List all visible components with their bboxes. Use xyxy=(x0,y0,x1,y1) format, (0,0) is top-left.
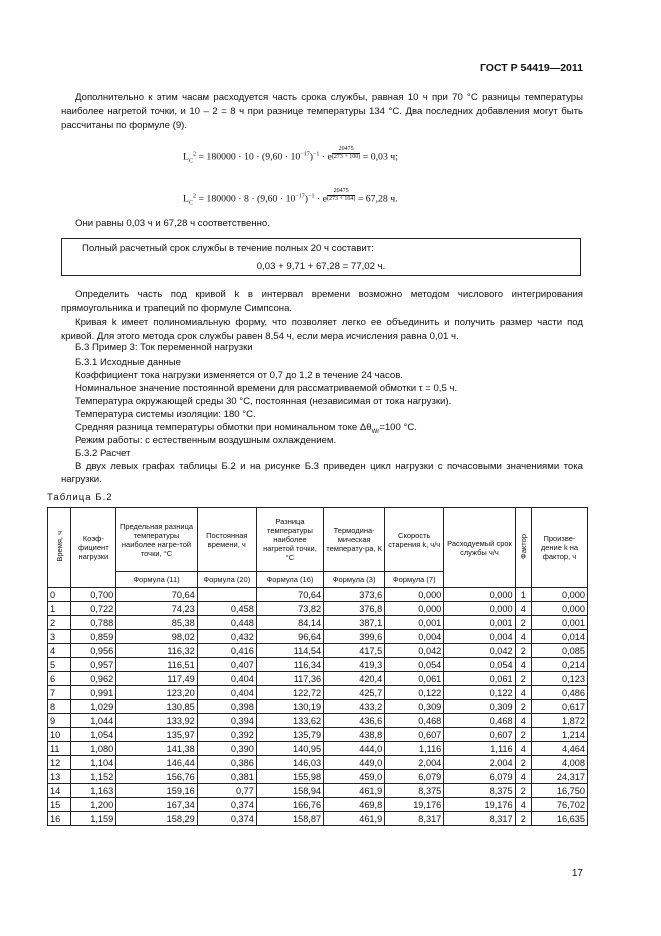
table-cell: 0,392 xyxy=(197,728,256,742)
header-limit-temp-diff: Предельная разница температуры наиболее нагре-той точки, °С xyxy=(116,508,198,572)
table-cell: 399,6 xyxy=(324,630,385,644)
table-cell: 130,19 xyxy=(256,700,323,714)
table-cell: 0,123 xyxy=(531,672,587,686)
table-cell: 155,98 xyxy=(256,770,323,784)
table-cell: 4 xyxy=(48,644,71,658)
table-cell: 1,029 xyxy=(71,700,116,714)
table-cell: 1,159 xyxy=(71,812,116,826)
table-cell: 444,0 xyxy=(324,742,385,756)
table-cell: 417,5 xyxy=(324,644,385,658)
table-cell: 4 xyxy=(515,714,531,728)
total-life-box xyxy=(61,238,581,276)
table-cell: 135,97 xyxy=(116,728,198,742)
table-cell: 2 xyxy=(515,700,531,714)
table-cell: 8 xyxy=(48,700,71,714)
table-cell: 0,859 xyxy=(71,630,116,644)
table-row xyxy=(48,700,588,714)
table-row xyxy=(48,588,588,602)
formula-2-body: = 180000 · 8 · (9,60 · 10 xyxy=(198,193,296,205)
calculation-text: В двух левых графах таблицы Б.2 и на рисунке Б.3 приведен цикл нагрузки с почасовыми значениями тока нагрузки. xyxy=(61,461,583,485)
example-title: Б.3 Пример 3: Ток переменной нагрузки xyxy=(75,342,253,353)
table-cell: 0,214 xyxy=(531,658,587,672)
table-cell: 1,116 xyxy=(444,742,515,756)
header-aging-rate: Скорость старения k, ч/ч xyxy=(385,508,444,572)
table-cell: 7 xyxy=(48,686,71,700)
table-cell: 0,404 xyxy=(197,672,256,686)
table-row xyxy=(48,630,588,644)
table-cell: 84,14 xyxy=(256,616,323,630)
table-cell: 4 xyxy=(515,798,531,812)
table-cell: 0,000 xyxy=(385,602,444,616)
table-cell: 1,080 xyxy=(71,742,116,756)
table-cell: 74,23 xyxy=(116,602,198,616)
table-cell: 116,51 xyxy=(116,658,198,672)
table-cell: 0,77 xyxy=(197,784,256,798)
table-cell: 76,702 xyxy=(531,798,587,812)
formula-1-exp2: −1 xyxy=(312,151,320,158)
input-line-1: Коэффициент тока нагрузки изменяется от 0,7 до 1,2 в течение 24 часов. xyxy=(75,370,403,381)
table-cell: 1,116 xyxy=(385,742,444,756)
data-table xyxy=(47,507,588,826)
formula-1-num: 20475 xyxy=(332,146,360,154)
table-cell: 6 xyxy=(48,672,71,686)
table-cell: 0,962 xyxy=(71,672,116,686)
table-cell xyxy=(197,588,256,602)
after-formula-text: Они равны 0,03 ч и 67,28 ч соответственно. xyxy=(75,218,270,229)
table-cell: 459,0 xyxy=(324,770,385,784)
table-cell: 158,29 xyxy=(116,812,198,826)
table-body xyxy=(48,588,588,826)
header-time-text: Время, ч xyxy=(54,531,64,562)
table-cell: 1,200 xyxy=(71,798,116,812)
table-cell: 0,001 xyxy=(531,616,587,630)
table-cell: 122,72 xyxy=(256,686,323,700)
method-paragraphs xyxy=(61,288,583,344)
header-factor-text: Фактор xyxy=(518,534,528,559)
table-cell: 419,3 xyxy=(324,658,385,672)
formula-2-fraction xyxy=(327,188,355,203)
table-row xyxy=(48,658,588,672)
table-cell: 1,044 xyxy=(71,714,116,728)
table-cell: 2 xyxy=(515,728,531,742)
table-cell: 0,722 xyxy=(71,602,116,616)
table-cell: 0,617 xyxy=(531,700,587,714)
formula-2-result: = 67,28 ч. xyxy=(357,193,398,205)
input-line-5-sub: Wr xyxy=(371,428,380,435)
table-cell: 15 xyxy=(48,798,71,812)
table-cell: 2,004 xyxy=(444,756,515,770)
table-row xyxy=(48,672,588,686)
table-cell: 156,76 xyxy=(116,770,198,784)
table-cell: 1,214 xyxy=(531,728,587,742)
table-cell: 0,054 xyxy=(444,658,515,672)
table-cell: 2 xyxy=(515,672,531,686)
table-cell: 167,34 xyxy=(116,798,198,812)
table-cell: 0,991 xyxy=(71,686,116,700)
table-cell: 12 xyxy=(48,756,71,770)
formula-1 xyxy=(183,146,398,165)
table-cell: 3 xyxy=(48,630,71,644)
table-cell: 2 xyxy=(515,784,531,798)
table-cell: 6,079 xyxy=(444,770,515,784)
formula-2-e: · e xyxy=(314,193,327,205)
table-cell: 433,2 xyxy=(324,700,385,714)
table-cell: 0,486 xyxy=(531,686,587,700)
table-cell: 98,02 xyxy=(116,630,198,644)
table-cell: 4 xyxy=(515,770,531,784)
table-cell: 0,458 xyxy=(197,602,256,616)
formula-1-result: = 0,03 ч; xyxy=(362,151,398,163)
input-line-5-end: =100 °С. xyxy=(379,422,417,433)
table-cell: 135,79 xyxy=(256,728,323,742)
table-cell: 123,20 xyxy=(116,686,198,700)
table-cell: 0,381 xyxy=(197,770,256,784)
table-row xyxy=(48,812,588,826)
subheader-formula-11: Формула (11) xyxy=(116,572,198,588)
table-cell: 0,122 xyxy=(385,686,444,700)
table-cell: 420,4 xyxy=(324,672,385,686)
table-cell: 24,317 xyxy=(531,770,587,784)
table-cell: 158,94 xyxy=(256,784,323,798)
formula-2-exp1: −17 xyxy=(295,193,305,200)
table-row xyxy=(48,616,588,630)
table-cell: 96,64 xyxy=(256,630,323,644)
table-cell: 140,95 xyxy=(256,742,323,756)
header-thermodynamic-temp: Термодина-мическая температу-ра, К xyxy=(324,508,385,572)
table-cell: 16,750 xyxy=(531,784,587,798)
input-line-5-text: Средняя разница температуры обмотки при номинальном токе Δθ xyxy=(75,422,372,433)
table-cell: 0,000 xyxy=(531,588,587,602)
table-row xyxy=(48,742,588,756)
table-cell: 0,390 xyxy=(197,742,256,756)
table-cell: 376,8 xyxy=(324,602,385,616)
table-cell: 1,104 xyxy=(71,756,116,770)
table-cell: 0,956 xyxy=(71,644,116,658)
table-cell: 0,000 xyxy=(444,588,515,602)
formula-2-sup: 2 xyxy=(193,193,196,200)
table-row xyxy=(48,644,588,658)
table-cell: 19,176 xyxy=(385,798,444,812)
table-cell: 0,386 xyxy=(197,756,256,770)
table-cell: 117,36 xyxy=(256,672,323,686)
table-cell: 449,0 xyxy=(324,756,385,770)
table-cell: 1,054 xyxy=(71,728,116,742)
table-row xyxy=(48,784,588,798)
table-cell: 116,32 xyxy=(116,644,198,658)
header-time-constant: Постоянная времени, ч xyxy=(197,508,256,572)
subheader-formula-20: Формула (20) xyxy=(197,572,256,588)
header-factor xyxy=(515,508,531,588)
table-cell: 9 xyxy=(48,714,71,728)
formula-2-paren: ) xyxy=(304,193,309,205)
table-row xyxy=(48,602,588,616)
table-row xyxy=(48,756,588,770)
table-cell: 0,394 xyxy=(197,714,256,728)
input-line-6: Режим работы: с естественным воздушным охлаждением. xyxy=(75,435,337,446)
table-cell: 10 xyxy=(48,728,71,742)
formula-1-symbol: L xyxy=(183,151,189,163)
table-cell: 6,079 xyxy=(385,770,444,784)
header-consumed-life: Расходуемый срок службы ч/ч xyxy=(444,508,515,588)
formula-2-num: 20475 xyxy=(327,188,355,196)
table-cell: 0,309 xyxy=(385,700,444,714)
table-cell: 0,001 xyxy=(385,616,444,630)
table-cell: 438,8 xyxy=(324,728,385,742)
header-time xyxy=(48,508,71,588)
table-row xyxy=(48,770,588,784)
table-cell: 8,375 xyxy=(385,784,444,798)
table-cell: 0,957 xyxy=(71,658,116,672)
table-cell: 387,1 xyxy=(324,616,385,630)
table-cell: 0,001 xyxy=(444,616,515,630)
table-cell: 159,16 xyxy=(116,784,198,798)
table-cell: 425,7 xyxy=(324,686,385,700)
table-cell: 158,87 xyxy=(256,812,323,826)
formula-1-sup: 2 xyxy=(193,151,196,158)
table-cell: 469,8 xyxy=(324,798,385,812)
table-row xyxy=(48,728,588,742)
table-cell: 8,317 xyxy=(444,812,515,826)
table-cell: 0,061 xyxy=(444,672,515,686)
table-cell: 0,404 xyxy=(197,686,256,700)
table-cell: 19,176 xyxy=(444,798,515,812)
table-cell: 0,468 xyxy=(385,714,444,728)
method-paragraph-2: Кривая k имеет полиномиальную форму, что позволяет легко ее объединить и получить размер части под кривой. Для этого метода срок службы равен 8,54 ч, если мера исчисления равна 0,01 ч. xyxy=(61,317,583,342)
subheader-formula-7: Формула (7) xyxy=(385,572,444,588)
table-cell: 130,85 xyxy=(116,700,198,714)
table-cell: 0,000 xyxy=(385,588,444,602)
table-cell: 0,607 xyxy=(385,728,444,742)
table-row xyxy=(48,798,588,812)
table-cell: 116,34 xyxy=(256,658,323,672)
formula-1-den: (273 + 100) xyxy=(331,154,361,160)
box-line-1: Полный расчетный срок службы в течение полных 20 ч составит: xyxy=(82,243,374,254)
table-cell: 2 xyxy=(515,644,531,658)
table-cell: 166,76 xyxy=(256,798,323,812)
table-cell: 0,407 xyxy=(197,658,256,672)
formula-2-exp2: −1 xyxy=(308,193,315,200)
box-line-2: 0,03 + 9,71 + 67,28 = 77,02 ч. xyxy=(256,261,386,272)
subsection-calculation: Б.3.2 Расчет xyxy=(75,448,131,459)
method-paragraph-1: Определить часть под кривой k в интервал времени возможно методом числового интегрирования прямоугольника и трапеций по формуле Симпсона. xyxy=(61,289,583,314)
formula-1-fraction xyxy=(332,146,360,161)
formula-2 xyxy=(183,188,398,207)
header-hotspot-temp-diff: Разница температуры наиболее нагретой точки, °С xyxy=(256,508,323,572)
subheader-formula-16: Формула (16) xyxy=(256,572,323,588)
table-cell: 5 xyxy=(48,658,71,672)
table-cell: 85,38 xyxy=(116,616,198,630)
table-row xyxy=(48,686,588,700)
table-cell: 461,9 xyxy=(324,784,385,798)
table-cell: 133,92 xyxy=(116,714,198,728)
intro-text: Дополнительно к этим часам расходуется часть срока службы, равная 10 ч при 70 °С разницы температуры наиболее нагретой точки, и 10 – 2 = 8 ч при разнице температуры 134 °С. Два последних добавления могут быть рассчитаны по формуле (9). xyxy=(61,92,583,131)
table-cell: 0,004 xyxy=(385,630,444,644)
table-cell: 13 xyxy=(48,770,71,784)
table-cell: 146,44 xyxy=(116,756,198,770)
table-cell: 0,014 xyxy=(531,630,587,644)
table-cell: 0,000 xyxy=(444,602,515,616)
table-cell: 117,49 xyxy=(116,672,198,686)
table-cell: 0,398 xyxy=(197,700,256,714)
input-line-4: Температура системы изоляции: 180 °С. xyxy=(75,409,256,420)
table-cell: 0,061 xyxy=(385,672,444,686)
table-cell: 141,38 xyxy=(116,742,198,756)
table-cell: 4,464 xyxy=(531,742,587,756)
table-cell: 0,054 xyxy=(385,658,444,672)
table-cell: 0,607 xyxy=(444,728,515,742)
formula-2-den: (273 + 164) xyxy=(326,196,356,202)
formula-2-symbol: L xyxy=(183,193,189,205)
table-cell: 0 xyxy=(48,588,71,602)
table-cell: 2 xyxy=(515,812,531,826)
page-number: 17 xyxy=(571,868,583,879)
formula-1-body: = 180000 · 10 · (9,60 · 10 xyxy=(198,151,301,163)
table-cell: 14 xyxy=(48,784,71,798)
standard-header: ГОСТ Р 54419—2011 xyxy=(479,62,583,74)
formula-1-exp1: −17 xyxy=(300,151,310,158)
formula-1-sub: C xyxy=(188,158,193,165)
table-cell: 4 xyxy=(515,630,531,644)
table-cell: 1 xyxy=(48,602,71,616)
formula-2-sub: C xyxy=(188,200,193,207)
table-cell: 0,788 xyxy=(71,616,116,630)
table-cell: 70,64 xyxy=(256,588,323,602)
header-product: Произве-дение k на фактор, ч xyxy=(531,508,587,588)
table-cell: 4 xyxy=(515,602,531,616)
table-row xyxy=(48,714,588,728)
table-cell: 0,448 xyxy=(197,616,256,630)
intro-paragraph xyxy=(61,91,583,133)
table-cell: 4 xyxy=(515,742,531,756)
table-cell: 4,008 xyxy=(531,756,587,770)
input-line-2: Номинальное значение постоянной времени для рассматриваемой обмотки τ = 0,5 ч. xyxy=(75,383,458,394)
table-cell: 2 xyxy=(515,616,531,630)
header-load-coefficient: Коэф-фициент нагрузки xyxy=(71,508,116,588)
table-cell: 0,374 xyxy=(197,812,256,826)
table-cell: 1,872 xyxy=(531,714,587,728)
table-cell: 0,085 xyxy=(531,644,587,658)
table-cell: 0,309 xyxy=(444,700,515,714)
table-cell: 0,374 xyxy=(197,798,256,812)
table-cell: 0,000 xyxy=(531,602,587,616)
input-line-3: Температура окружающей среды 30 °С, постоянная (независимая от тока нагрузки). xyxy=(75,396,452,407)
table-cell: 0,042 xyxy=(385,644,444,658)
table-cell: 8,375 xyxy=(444,784,515,798)
table-cell: 0,004 xyxy=(444,630,515,644)
table-cell: 114,54 xyxy=(256,644,323,658)
table-cell: 2 xyxy=(515,756,531,770)
table-cell: 0,042 xyxy=(444,644,515,658)
table-cell: 2 xyxy=(48,616,71,630)
table-cell: 0,416 xyxy=(197,644,256,658)
table-cell: 4 xyxy=(515,686,531,700)
table-cell: 70,64 xyxy=(116,588,198,602)
table-cell: 146,03 xyxy=(256,756,323,770)
subheader-formula-3: Формула (3) xyxy=(324,572,385,588)
table-cell: 11 xyxy=(48,742,71,756)
formula-1-paren: ) xyxy=(309,151,313,163)
table-cell: 8,317 xyxy=(385,812,444,826)
table-cell: 1,152 xyxy=(71,770,116,784)
table-cell: 0,468 xyxy=(444,714,515,728)
table-cell: 133,62 xyxy=(256,714,323,728)
table-cell: 16,635 xyxy=(531,812,587,826)
table-cell: 16 xyxy=(48,812,71,826)
table-cell: 73,82 xyxy=(256,602,323,616)
table-cell: 4 xyxy=(515,658,531,672)
subsection-input-data: Б.3.1 Исходные данные xyxy=(75,357,182,368)
table-cell: 461,9 xyxy=(324,812,385,826)
table-cell: 0,122 xyxy=(444,686,515,700)
table-cell: 0,700 xyxy=(71,588,116,602)
formula-1-e: · e xyxy=(319,151,332,163)
table-cell: 2,004 xyxy=(385,756,444,770)
calculation-paragraph xyxy=(61,460,583,486)
table-cell: 0,432 xyxy=(197,630,256,644)
table-cell: 373,6 xyxy=(324,588,385,602)
table-cell: 436,6 xyxy=(324,714,385,728)
table-caption: Таблица Б.2 xyxy=(47,492,113,503)
table-cell: 1 xyxy=(515,588,531,602)
table-cell: 1,163 xyxy=(71,784,116,798)
